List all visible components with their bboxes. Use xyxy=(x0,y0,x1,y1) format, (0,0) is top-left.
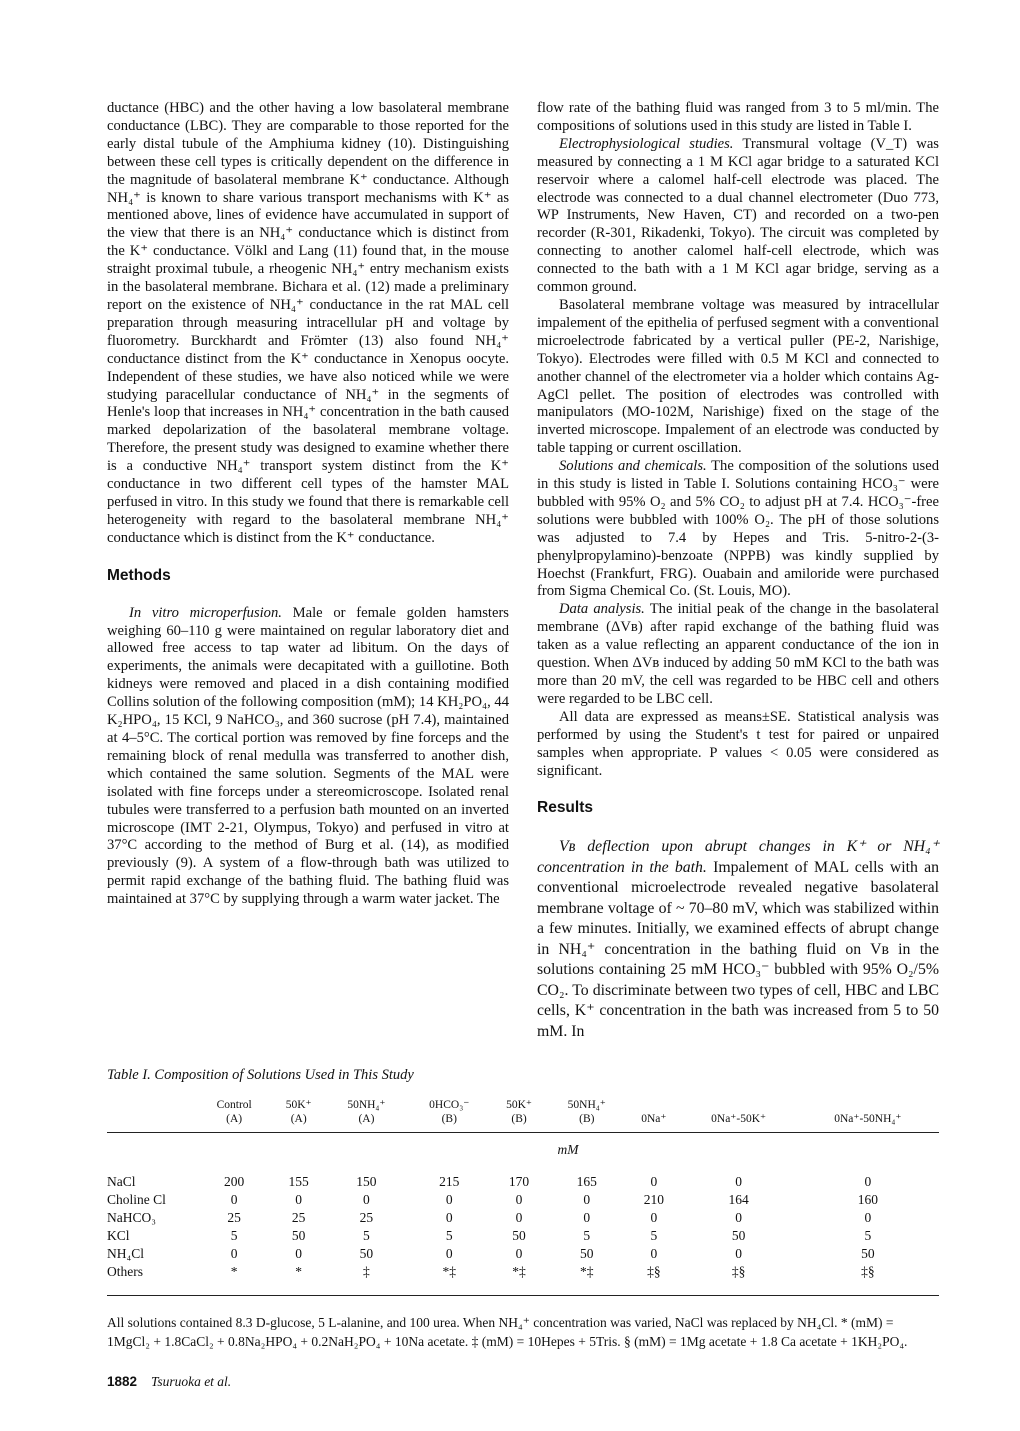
column-name: 50NH₄⁺ xyxy=(347,1099,386,1112)
table-cell: *‡ xyxy=(512,1264,526,1280)
row-label: Choline Cl xyxy=(107,1192,166,1208)
table-cell: ‡§ xyxy=(731,1264,746,1280)
intro-paragraph: ductance (HBC) and the other having a low basolateral membrane conductance (LBC). They are comparable to those reported for the early distal tubule of the Amphiuma kidney (10). Distinguishing between these cell types is critically dependent on the difference in the magnitude of basolateral membrane K⁺ conductance. Although NH₄⁺ is known to share various transport mechanisms with K⁺ as mentioned above, lines of evidence have accumulated in support of the view that there is an NH₄⁺ conductance which is distinct from the K⁺ conductance. Völkl and Lang (11) found that, in the mouse straight proximal tubule, a rheogenic NH₄⁺ entry mechanism exists in the basolateral membrane. Bichara et al. (12) made a preliminary report on the existence of NH₄⁺ conductance in the rat MAL cell preparation through measuring intracellular pH and voltage by fluorometry. Burckhardt and Frömter (13) also found NH₄⁺ conductance distinct from the K⁺ conductance in Xenopus oocyte. Independent of these studies, we have also noticed while we were studying paracellular conductance of NH₄⁺ in the segments of Henle's loop that increases in NH₄⁺ concentration in the bath caused marked depolarization of the basolateral membrane voltage. Therefore, the present study was designed to examine whether there is a conductive NH₄⁺ transport system distinct from the K⁺ conductance in two different cell types of the hamster MAL perfused in vitro. In this study we found that there is remarkable cell heterogeneity with regard to the basolateral membrane NH₄⁺ conductance which is distinct from the K⁺ conductance. xyxy=(107,100,509,546)
page-footer xyxy=(107,1373,939,1391)
column-name: Control xyxy=(216,1099,252,1112)
column-sub: (A) xyxy=(226,1113,243,1126)
unit-blank xyxy=(107,1133,197,1174)
table-cell: 0 xyxy=(515,1246,523,1262)
two-column-body xyxy=(107,100,939,1042)
table-cell: 150 xyxy=(356,1174,377,1190)
table-cell: ‡ xyxy=(363,1264,370,1280)
table-cell: 0 xyxy=(515,1192,523,1208)
table-cell: 0 xyxy=(864,1210,872,1226)
right-column xyxy=(537,100,939,1042)
solutions-title: Solutions and chemicals. xyxy=(559,458,707,475)
column-header xyxy=(627,1098,680,1133)
table-cell: * xyxy=(295,1264,303,1280)
column-name: 50K⁺ xyxy=(506,1099,532,1112)
column-name: 0Na⁺-50K⁺ xyxy=(711,1113,767,1126)
results-title: Vʙ deflection upon abrupt changes in K⁺ or NH₄⁺ concentration in the bath. xyxy=(537,838,939,876)
column-header xyxy=(407,1098,492,1133)
table-cell: 0 xyxy=(864,1174,872,1190)
table-cell: 0 xyxy=(445,1192,453,1208)
column-header xyxy=(271,1098,326,1133)
table-cell: 5 xyxy=(445,1228,453,1244)
table-cell: 25 xyxy=(291,1210,306,1226)
table-row xyxy=(107,1227,939,1245)
table-cell: *‡ xyxy=(580,1264,594,1280)
table-cell: ‡§ xyxy=(861,1264,875,1280)
table-row xyxy=(107,1173,939,1191)
microperfusion-paragraph xyxy=(107,605,509,909)
table-cell: 50 xyxy=(291,1228,306,1244)
table-row xyxy=(107,1191,939,1209)
left-column xyxy=(107,100,509,909)
table-cell: 215 xyxy=(439,1174,460,1190)
microperfusion-title: In vitro microperfusion. xyxy=(129,604,282,621)
table-cell: 0 xyxy=(515,1210,523,1226)
table-title: Table I. Composition of Solutions Used in This Study xyxy=(107,1067,414,1084)
header-blank xyxy=(107,1098,197,1133)
table-cell: 5 xyxy=(230,1228,238,1244)
table-cell: ‡§ xyxy=(647,1264,661,1280)
table-cell: 170 xyxy=(508,1174,530,1190)
column-sub: (A) xyxy=(290,1113,307,1126)
table-cell: 164 xyxy=(728,1192,749,1208)
table-cell: 0 xyxy=(735,1246,742,1262)
electro-text: Transmural voltage (V_T) was measured by connecting a 1 M KCl agar bridge to a saturated KCl reservoir where a calomel half-cell electrode was placed. The electrode was connected to a dual channel electrometer (Duo 773, WP Instruments, New Haven, CT) and recorded on a two-pen recorder (R-301, Rikadenki, Tokyo). The circuit was completed by connecting to another calomel half-cell electrode, which was connected to the bath with a 1 M KCl agar bridge, serving as a common ground. xyxy=(537,135,939,296)
methods-heading: Methods xyxy=(107,566,171,584)
column-header xyxy=(797,1098,939,1133)
table-cell: 0 xyxy=(295,1192,303,1208)
table-cell: 0 xyxy=(583,1192,591,1208)
column-name: 0HCO₃⁻ xyxy=(429,1099,470,1112)
table-cell: 160 xyxy=(857,1192,878,1208)
column-sub: (B) xyxy=(579,1113,595,1126)
table-cell: *‡ xyxy=(442,1264,456,1280)
table-cell: 0 xyxy=(363,1192,370,1208)
table-cell: 0 xyxy=(650,1246,658,1262)
data-analysis-text: The initial peak of the change in the basolateral membrane (ΔVʙ) after rapid exchange of the bathing fluid was taken as a value reflecting an apparent conductance of the ion in question. When ΔVʙ induced by adding 50 mM KCl to the bath was more than 20 mV, the cell was regarded to be HBC cell and others were regarded to be LBC cell. xyxy=(537,601,939,707)
flow-paragraph: flow rate of the bathing fluid was ranged from 3 to 5 ml/min. The compositions of solutions used in this study are listed in Table I. xyxy=(537,100,939,134)
table-row xyxy=(107,1263,939,1296)
table-cell: 200 xyxy=(224,1174,245,1190)
data-analysis-paragraph xyxy=(537,601,939,708)
column-header xyxy=(197,1098,271,1133)
column-header xyxy=(492,1098,547,1133)
electro-paragraph xyxy=(537,136,939,297)
table-cell: * xyxy=(230,1264,238,1280)
table-cell: 25 xyxy=(359,1210,374,1226)
row-label: Others xyxy=(107,1264,143,1280)
data-analysis-title: Data analysis. xyxy=(559,601,645,618)
table-cell: 25 xyxy=(227,1210,241,1226)
solutions-text: The composition of the solutions used in this study is listed in Table I. Solutions containing HCO₃⁻ were bubbled with 95% O₂ and 5% CO₂ to adjust pH at 7.4. HCO₃⁻-free solutions were bubbled with 100% O₂. The pH of those solutions was adjusted to 7.4 by Hepes and Tris. 5-nitro-2-(3-phenylpropylamino)-benzoate (NPPB) was kindly supplied by Hoechst (Frankfurt, FRG). Ouabain and amiloride were purchased from Sigma Chemical Co. (St. Louis, MO). xyxy=(537,458,939,600)
table-cell: 0 xyxy=(650,1174,658,1190)
page-number: 1882 xyxy=(107,1374,138,1390)
results-paragraph xyxy=(537,837,939,1042)
table-cell: 0 xyxy=(583,1210,591,1226)
table-row xyxy=(107,1245,939,1263)
table-cell: 5 xyxy=(583,1228,591,1244)
row-label: KCl xyxy=(107,1228,130,1244)
basolateral-paragraph: Basolateral membrane voltage was measured by intracellular impalement of the epithelia of perfused segment with a conventional microelectrode fabricated by a vertical puller (PE-2, Narishige, Tokyo). Electrodes were filled with 0.5 M KCl and connected to another channel of the electrometer via a holder which contains Ag-AgCl pellet. The position of electrodes was controlled with manipulators (MO-102M, Narishige) fixed on the stage of the inverted microscope. Impalement of an electrode was conducted by table tapping or current oscillation. xyxy=(537,296,939,457)
solutions-paragraph xyxy=(537,458,939,601)
table-cell: 0 xyxy=(445,1210,453,1226)
column-header xyxy=(681,1098,797,1133)
table-cell: 155 xyxy=(288,1174,309,1190)
column-header xyxy=(546,1098,627,1133)
table-cell: 0 xyxy=(230,1246,238,1262)
column-name: 50NH₄⁺ xyxy=(567,1099,606,1112)
table-cell: 0 xyxy=(735,1174,742,1190)
microperfusion-text: Male or female golden hamsters weighing 60–110 g were maintained on regular laboratory diet and allowed free access to tap water ad libitum. On the days of experiments, the animals were decapitated with a guillotine. Both kidneys were removed and placed in a dish containing modified Collins solution of the following composition (mM); 14 KH₂PO₄, 44 K₂HPO₄, 15 KCl, 9 NaHCO₃, and 360 sucrose (pH 7.4), maintained at 4–5°C. The cortical portion was removed by fine forceps and the remaining block of renal medulla was transferred to another dish, which contained the same solution. Segments of the MAL were isolated with fine forceps under a stereomicroscope. Isolated renal tubules were transferred to a perfusion bath mounted on an inverted microscope (IMT 2-21, Olympus, Tokyo) and perfused in vitro at 37°C according to the method of Burg et al. (14), as modified previously (9). A system of a flow-through bath was utilized to permit rapid exchange of the bathing fluid. The bathing fluid was maintained at 37°C by supplying through a warm water jacket. The xyxy=(107,604,509,908)
table-footnote: All solutions contained 8.3 D-glucose, 5 L-alanine, and 100 urea. When NH₄⁺ concentration was varied, NaCl was replaced by NH₄Cl. * (mM) = 1MgCl₂ + 1.8CaCl₂ + 0.8Na₂HPO₄ + 0.2NaH₂PO₄ + 10Na acetate. ‡ (mM) = 10Hepes + 5Tris. § (mM) = 1Mg acetate + 1.8 Ca acetate + 1KH₂PO₄. xyxy=(107,1315,908,1349)
column-sub: (A) xyxy=(358,1113,375,1126)
results-heading: Results xyxy=(537,799,593,817)
results-text: Impalement of MAL cells with an conventional microelectrode revealed negative basolateral membrane voltage of ~ 70–80 mV, which was stabilized within a few minutes. Initially, we examined effects of abrupt change in NH₄⁺ concentration in the bathing fluid on Vʙ in the solutions containing 25 mM HCO₃⁻ bubbled with 95% O₂/5% CO₂. To discriminate between two types of cell, HBC and LBC cells, K⁺ concentration in the bath was increased from 5 to 50 mM. In xyxy=(537,858,939,1040)
unit-row xyxy=(107,1133,939,1174)
table-cell: 5 xyxy=(650,1228,658,1244)
composition-table xyxy=(107,1098,939,1296)
table-cell: 50 xyxy=(512,1228,526,1244)
unit-label: mM xyxy=(557,1142,579,1158)
table-cell: 0 xyxy=(445,1246,453,1262)
row-label: NaHCO₃ xyxy=(107,1210,156,1226)
table-cell: 210 xyxy=(643,1192,664,1208)
column-sub: (B) xyxy=(511,1113,527,1126)
row-label: NaCl xyxy=(107,1174,136,1190)
table-cell: 0 xyxy=(230,1192,238,1208)
stats-paragraph: All data are expressed as means±SE. Statistical analysis was performed by using the Student's t test for paired or unpaired samples when appropriate. P values < 0.05 were considered as significant. xyxy=(537,708,939,779)
column-name: 0Na⁺ xyxy=(641,1113,667,1126)
table-cell: 0 xyxy=(735,1210,742,1226)
table-row xyxy=(107,1209,939,1227)
table-cell: 50 xyxy=(731,1228,746,1244)
table-cell: 0 xyxy=(295,1246,303,1262)
row-label: NH₄Cl xyxy=(107,1246,144,1262)
column-name: 50K⁺ xyxy=(285,1099,312,1112)
table-cell: 50 xyxy=(861,1246,875,1262)
table-cell: 50 xyxy=(359,1246,374,1262)
running-authors: Tsuruoka et al. xyxy=(151,1374,232,1390)
table-cell: 5 xyxy=(864,1228,872,1244)
table-cell: 165 xyxy=(576,1174,597,1190)
column-header xyxy=(326,1098,407,1133)
column-sub: (B) xyxy=(441,1113,457,1126)
table-header-row xyxy=(107,1098,939,1133)
table-cell: 5 xyxy=(363,1228,370,1244)
electro-title: Electrophysiological studies. xyxy=(559,135,734,152)
column-name: 0Na⁺-50NH₄⁺ xyxy=(834,1113,902,1126)
table-cell: 50 xyxy=(580,1246,594,1262)
table-cell: 0 xyxy=(650,1210,658,1226)
